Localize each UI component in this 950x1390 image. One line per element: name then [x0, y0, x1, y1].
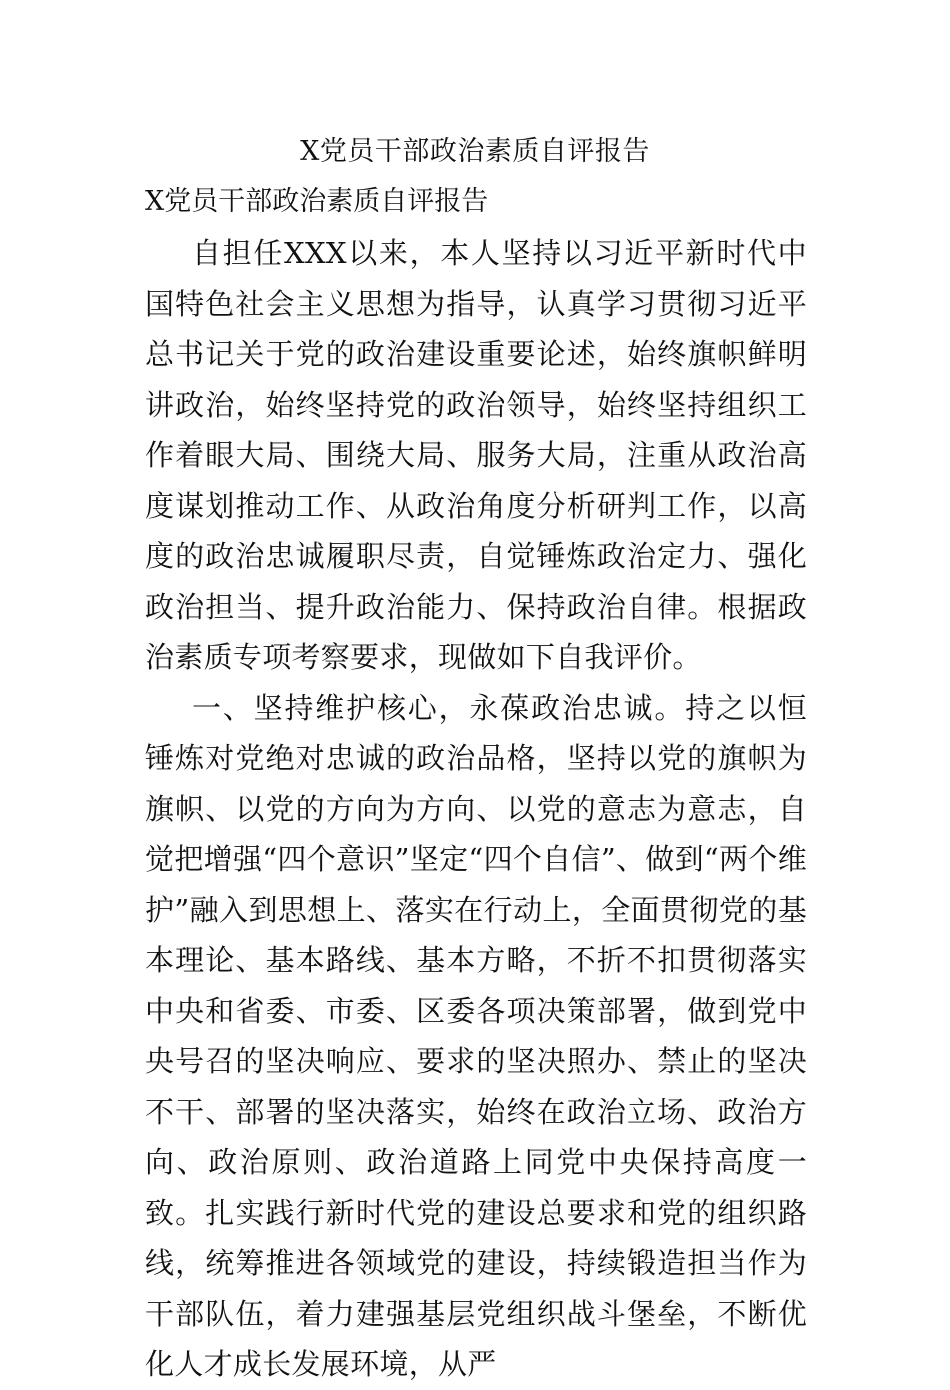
paragraph-section-one: 一、坚持维护核心，永葆政治忠诚。持之以恒锤炼对党绝对忠诚的政治品格，坚持以党的旗帜为旗帜、以党的方向为方向、以党的意志为意志，自觉把增强“四个意识”坚定“四个自信”、做到“两个维护”融入到思想上、落实在行动上，全面贯彻党的基本理论、基本路线、基本方略，不折不扣贯彻落实中央和省委、市委、区委各项决策部署，做到党中央号召的坚决响应、要求的坚决照办、禁止的坚决不干、部署的坚决落实，始终在政治立场、政治方向、政治原则、政治道路上同党中央保持高度一致。扎实践行新时代党的建设总要求和党的组织路线，统筹推进各领域党的建设，持续锻造担当作为干部队伍，着力建强基层党组织战斗堡垒，不断优化人才成长发展环境，从严: [145, 690, 807, 1381]
paragraph-intro: 自担任XXX以来，本人坚持以习近平新时代中国特色社会主义思想为指导，认真学习贯彻习近平总书记关于党的政治建设重要论述，始终旗帜鲜明讲政治，始终坚持党的政治领导，始终坚持组织工作着眼大局、围绕大局、服务大局，注重从政治高度谋划推动工作、从政治角度分析研判工作，以高度的政治忠诚履职尽责，自觉锤炼政治定力、强化政治担当、提升政治能力、保持政治自律。根据政治素质专项考察要求，现做如下自我评价。: [145, 236, 807, 674]
document-body: [145, 228, 807, 1390]
document-subtitle: X党员干部政治素质自评报告: [145, 186, 489, 217]
document-title: X党员干部政治素质自评报告: [300, 136, 650, 167]
